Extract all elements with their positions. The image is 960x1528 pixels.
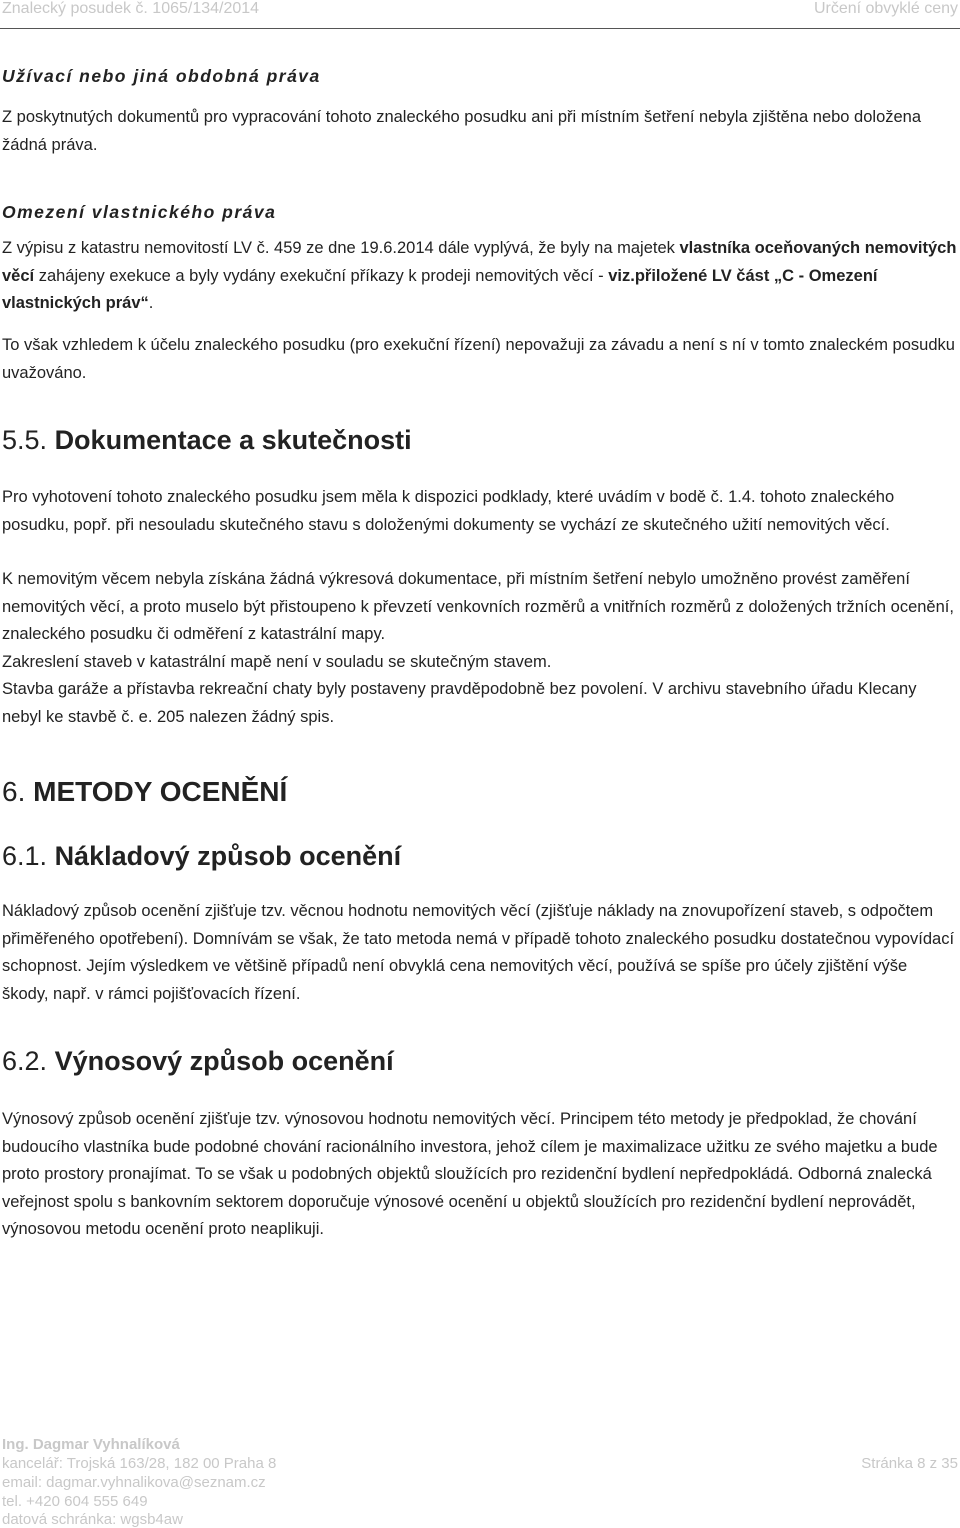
section-6-2-heading [2, 1045, 394, 1077]
footer-databox: datová schránka: wgsb4aw [2, 1511, 183, 1528]
section-number: 6.1. [2, 841, 48, 871]
section-6-heading [2, 775, 287, 809]
ownership-restriction-paragraph [2, 235, 958, 318]
footer-author: Ing. Dagmar Vyhnalíková [2, 1436, 180, 1453]
usage-rights-text: Z poskytnutých dokumentů pro vypracování tohoto znaleckého posudku ani při místním šetření nebyla zjištěna nebo doložena žádná práva. [2, 108, 922, 154]
section-title: METODY OCENĚNÍ [33, 776, 288, 807]
restriction-text-1: Z výpisu z katastru nemovitostí LV č. 459 ze dne 19.6.2014 dále vyplývá, že byly na majetek [2, 239, 680, 257]
footer-phone: tel. +420 604 555 649 [2, 1493, 148, 1510]
section-title: Výnosový způsob ocenění [54, 1046, 394, 1076]
documentation-paragraph-3: Zakreslení staveb v katastrální mapě není v souladu se skutečným stavem. [2, 653, 552, 671]
header-document-title: Znalecký posudek č. 1065/134/2014 [2, 0, 260, 17]
documentation-paragraph-4: Stavba garáže a přístavba rekreační chaty byly postaveny pravděpodobně bez povolení. V archivu stavebního úřadu Klecany nebyl ke stavbě č. e. 205 nalezen žádný spis. [2, 680, 917, 726]
section-6-1-heading [2, 840, 401, 872]
section-number: 6.2. [2, 1046, 48, 1076]
restriction-bold-reference: viz.přiložené LV část „C - Omezení vlastnických práv“ [2, 266, 878, 312]
header-section-title: Určení obvyklé ceny [813, 0, 958, 17]
footer-office: kancelář: Trojská 163/28, 182 00 Praha 8 [2, 1455, 277, 1472]
section-5-5-heading [2, 424, 412, 456]
restriction-note-paragraph: To však vzhledem k účelu znaleckého posudku (pro exekuční řízení) nepovažuji za závadu a není s ní v tomto znaleckém posudku uvažováno. [2, 336, 955, 382]
income-method-paragraph: Výnosový způsob ocenění zjišťuje tzv. výnosovou hodnotu nemovitých věcí. Principem této metody je předpoklad, že chování budoucího vlastníka bude podobné chování racionálního investora, jehož cílem je maximalizace užitku ze svého majetku a bude proto prostory pronajímat. To se však u podobných objektů sloužících pro rezidenční bydlení nepředpokládá. Odborná znalecká veřejnost spolu s bankovním sektorem doporučuje výnosové ocenění u objektů sloužících pro rezidenční bydlení neprovádět, výnosovou metodu ocenění proto neaplikuji. [2, 1110, 938, 1238]
page-number: Stránka 8 z 35 [861, 1455, 958, 1472]
cost-method-paragraph: Nákladový způsob ocenění zjišťuje tzv. věcnou hodnotu nemovitých věcí (zjišťuje náklady na znovupořízení staveb, s odpočtem přiměřeného opotřebení). Domnívám se však, že tato metoda nemá v případě tohoto znaleckého posudku dostatečnou vypovídací schopnost. Jejím výsledkem ve většině případů není obvyklá cena nemovitých věcí, používá se spíše pro účely zjištění výše škody, např. v rámci pojišťovacích řízení. [2, 902, 955, 1003]
restriction-text-2: zahájeny exekuce a byly vydány exekuční příkazy k prodeji nemovitých věcí - [34, 266, 609, 285]
footer-email: email: dagmar.vyhnalikova@seznam.cz [2, 1474, 266, 1491]
section-title: Nákladový způsob ocenění [54, 841, 402, 871]
restriction-bold-owner: vlastníka oceňovaných nemovitých věcí [2, 239, 957, 285]
ownership-restriction-heading: Omezení vlastnického práva [2, 202, 277, 222]
section-number: 5.5. [2, 425, 48, 455]
documentation-paragraph-1: Pro vyhotovení tohoto znaleckého posudku jsem měla k dispozici podklady, které uvádím v bodě č. 1.4. tohoto znaleckého posudku, popř. při nesouladu skutečného stavu s doloženými dokumenty se vychází ze skutečného užití nemovitých věcí. [2, 488, 895, 534]
documentation-paragraph-2: K nemovitým věcem nebyla získána žádná výkresová dokumentace, při místním šetření nebylo umožněno provést zaměření nemovitých věcí, a proto muselo být přistoupeno k převzetí venkovních rozměrů a vnitřních rozměrů z doložených tržních ocenění, znaleckého posudku či odměření z katastrální mapy. [2, 570, 954, 643]
section-number: 6. [2, 776, 26, 807]
usage-rights-heading: Užívací nebo jiná obdobná práva [2, 66, 321, 86]
section-title: Dokumentace a skutečnosti [54, 425, 412, 455]
page-footer [2, 1434, 958, 1528]
restriction-text-3: . [148, 294, 154, 312]
page-header [0, 0, 960, 29]
